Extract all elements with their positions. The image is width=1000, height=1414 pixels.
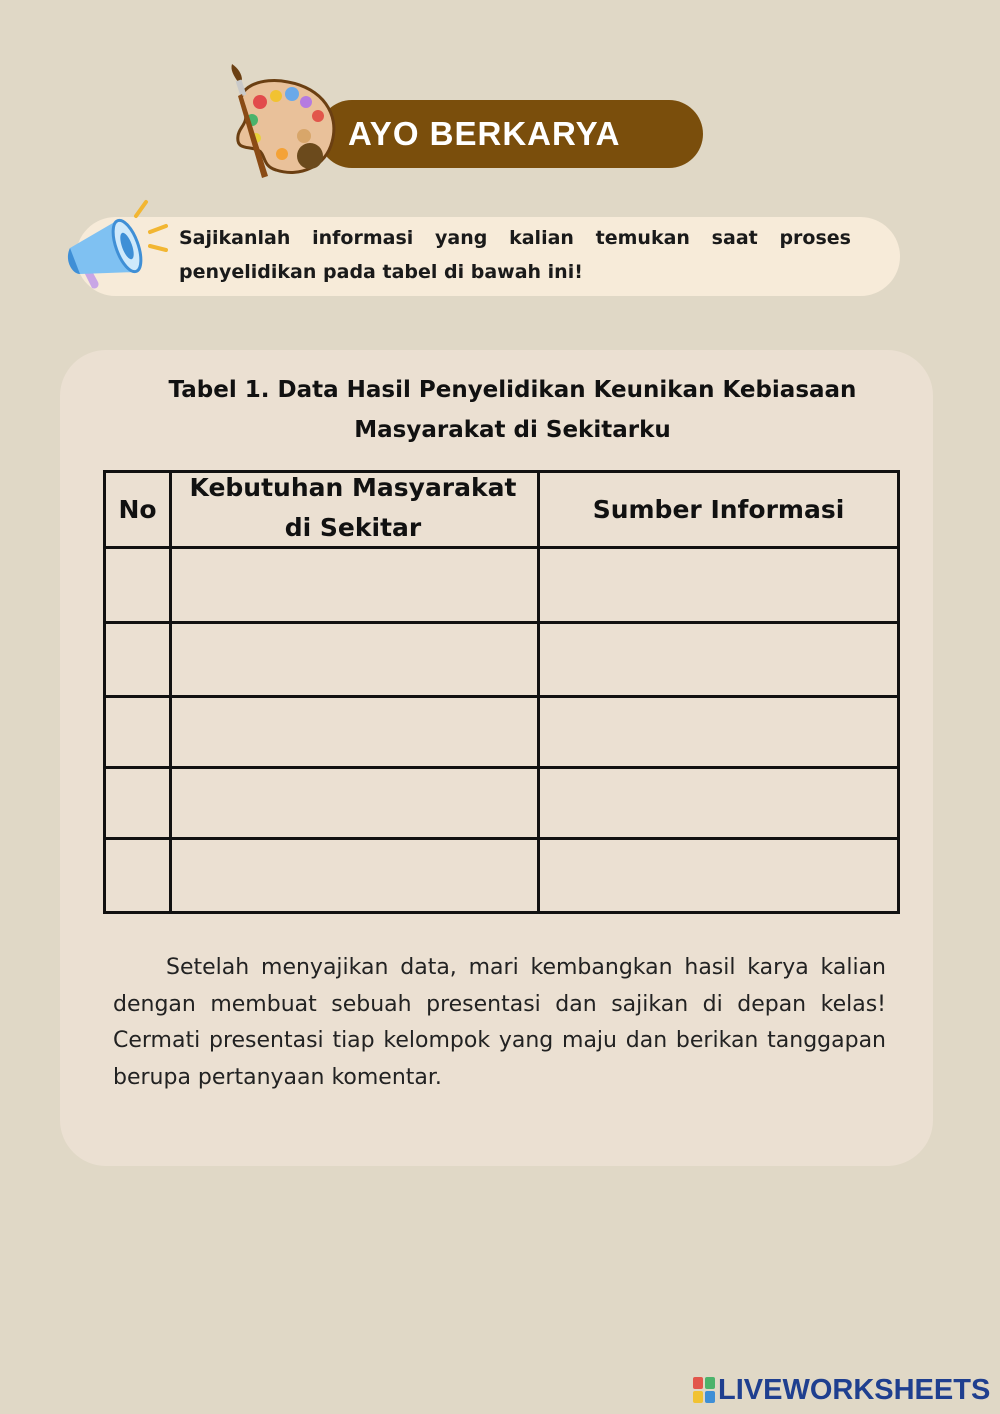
cell-source-2[interactable] [540,624,897,695]
megaphone-icon [62,194,174,294]
cell-need-3[interactable] [172,698,537,766]
liveworksheets-logo[interactable] [693,1372,990,1408]
cell-source-4[interactable] [540,769,897,837]
cell-no-1[interactable] [106,549,169,621]
liveworksheets-logo-icon [693,1377,715,1403]
column-header-need: Kebutuhan Masyarakat di Sekitar [189,473,517,542]
cell-source-1[interactable] [540,549,897,621]
data-table [103,470,900,914]
cell-need-5[interactable] [172,840,537,911]
cell-source-3[interactable] [540,698,897,766]
instruction-text: Sajikanlah informasi yang kalian temukan saat proses penyelidikan pada tabel di bawah ini! [179,227,851,283]
table-border-bottom [103,911,900,914]
table-border-right [897,470,900,914]
paint-palette-icon [222,58,342,182]
closing-paragraph: Setelah menyajikan data, mari kembangkan hasil karya kalian dengan membuat sebuah presentasi dan sajikan di depan kelas! Cermati presentasi tiap kelompok yang maju dan berikan tanggapan berupa pertanyaan komentar. [113,955,886,1090]
cell-no-4[interactable] [106,769,169,837]
cell-no-2[interactable] [106,624,169,695]
column-header-no: No [118,494,157,524]
page-title: AYO BERKARYA [348,115,621,152]
table-caption: Tabel 1. Data Hasil Penyelidikan Keunikan Kebiasaan Masyarakat di Sekitarku [168,377,857,443]
instruction-bar [76,217,900,296]
cell-need-1[interactable] [172,549,537,621]
brand-name: LIVEWORKSHEETS [718,1373,991,1406]
cell-no-5[interactable] [106,840,169,911]
column-header-source: Sumber Informasi [592,494,845,524]
worksheet-card [60,350,933,1166]
cell-no-3[interactable] [106,698,169,766]
cell-need-2[interactable] [172,624,537,695]
cell-need-4[interactable] [172,769,537,837]
cell-source-5[interactable] [540,840,897,911]
header-banner [318,100,703,168]
